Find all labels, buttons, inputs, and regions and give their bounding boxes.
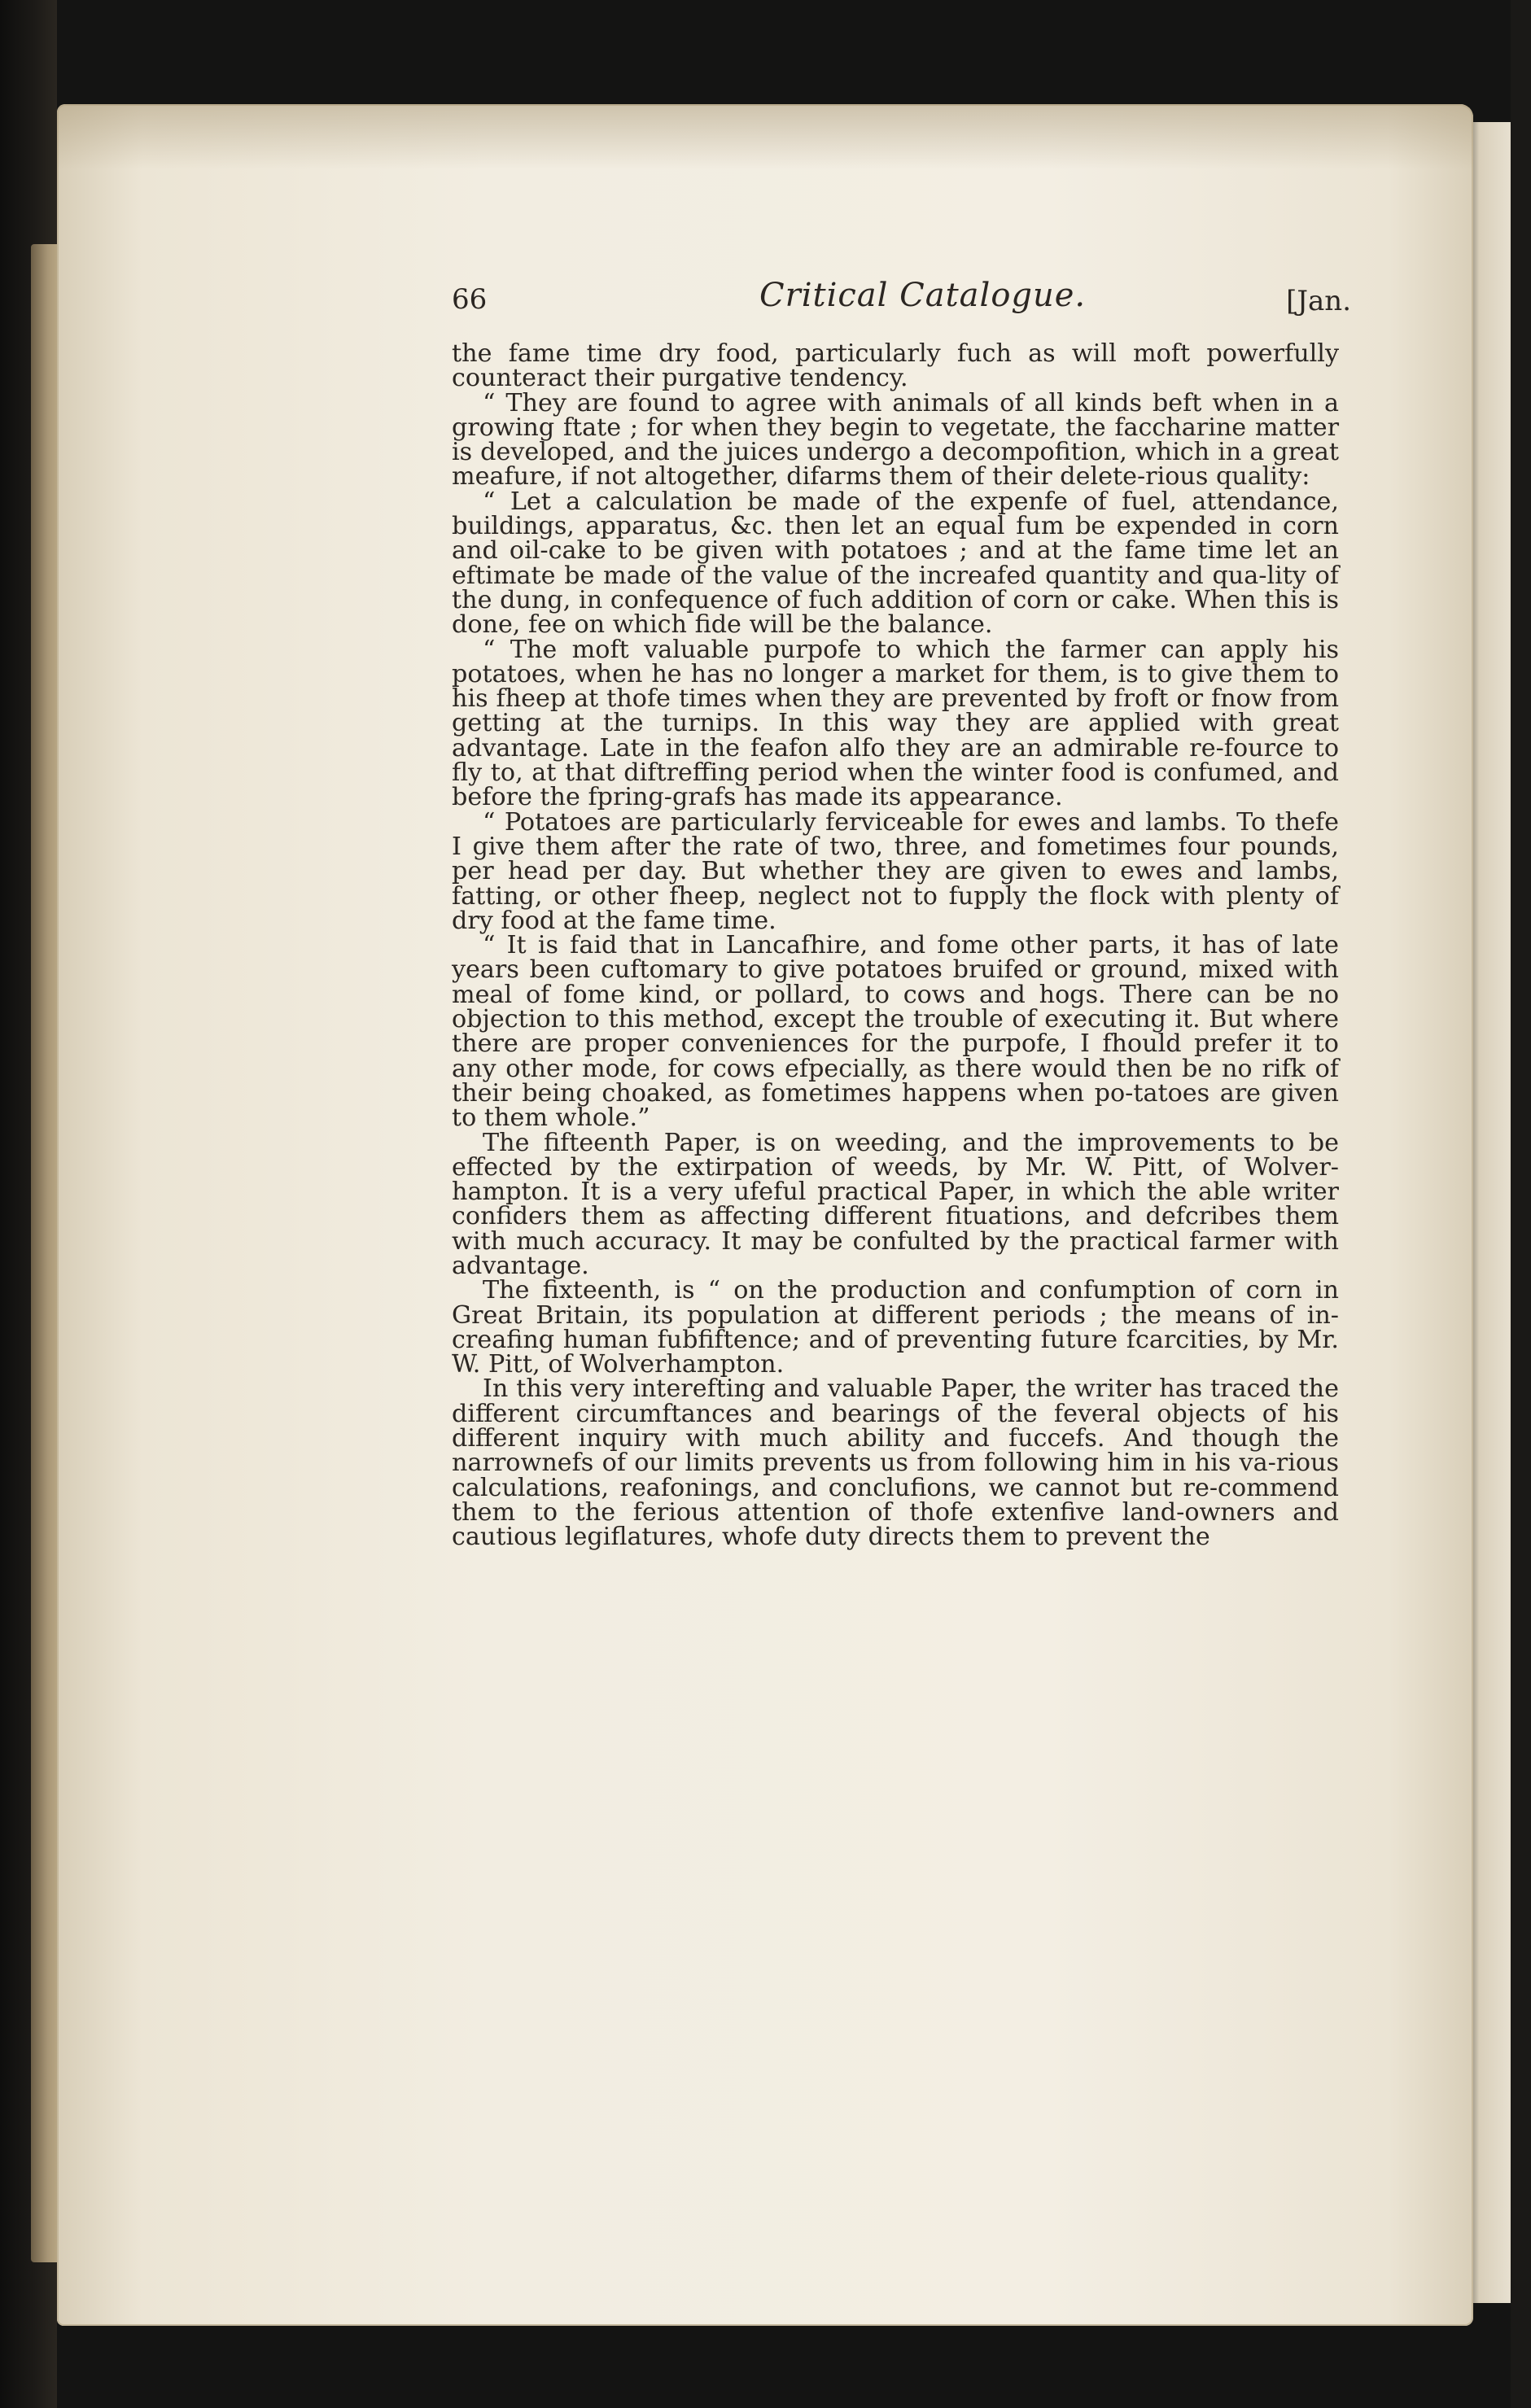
paragraph: In this very interefting and valuable Paper, the writer has traced the different circumftances and bearings of the feveral objects of his different inquiry with much ability and fuccefs. And though the narrownefs of our limits prevents us from following him in his va-rious calculations, reafonings, and conclufions, we cannot but re-commend them to the ferious attention of thofe extenfive land-owners and cautious legiflatures, whofe duty directs them to prevent the bbox=[452, 1374, 1339, 1552]
paragraph: the fame time dry food, particularly fuch as will moft powerfully counteract their purgative tendency. bbox=[452, 339, 1339, 393]
paragraph: The fixteenth, is “ on the production and confumption of corn in Great Britain, its population at different periods ; the means of in-creafing human fubfiftence; and of preventing future fcarcities, by Mr. W. Pitt, of Wolverhampton. bbox=[452, 1276, 1339, 1379]
paragraph: “ Potatoes are particularly ferviceable for ewes and lambs. To thefe I give them after the rate of two, three, and fometimes four pounds, per head per day. But whether they are given to ewes and lambs, fatting, or other fheep, neglect not to fupply the flock with plenty of dry food at the fame time. bbox=[452, 807, 1339, 935]
page-content bbox=[452, 277, 1351, 1552]
page-number: 66 bbox=[452, 283, 488, 316]
paragraph: The fifteenth Paper, is on weeding, and the improvements to be effected by the extirpation of weeds, by Mr. W. Pitt, of Wolver-hampton. It is a very ufeful practical Paper, in which the able writer confiders them as affecting different fituations, and defcribes them with much accuracy. It may be confulted by the practical farmer with advantage. bbox=[452, 1128, 1339, 1280]
paragraph: “ They are found to agree with animals of all kinds beft when in a growing ftate ; for when they begin to vegetate, the faccharine matter is developed, and the juices undergo a decompofition, which in a great meafure, if not altogether, difarms them of their delete-rious quality: bbox=[452, 388, 1339, 492]
right-margin-shadow bbox=[1511, 0, 1531, 2408]
running-title: Critical Catalogue. bbox=[759, 277, 1087, 314]
body-text bbox=[452, 339, 1339, 1552]
running-date: [Jan. bbox=[1286, 285, 1351, 317]
running-head bbox=[452, 277, 1351, 326]
paragraph: “ The moft valuable purpofe to which the farmer can apply his potatoes, when he has no longer a market for them, is to give them to his fheep at thofe times when they are prevented by froft or fnow from getting at the turnips. In this way they are applied with great advantage. Late in the feafon alfo they are an admirable re-fource to fly to, at that diftreffing period when the winter food is confumed, and before the fpring-grafs has made its appearance. bbox=[452, 635, 1339, 812]
paragraph: “ Let a calculation be made of the expenfe of fuel, attendance, buildings, apparatus, &c. then let an equal fum be expended in corn and oil-cake to be given with potatoes ; and at the fame time let an eftimate be made of the value of the increafed quantity and qua-lity of the dung, in confequence of fuch addition of corn or cake. When this is done, fee on which fide will be the balance. bbox=[452, 487, 1339, 640]
page-top-discoloration bbox=[57, 104, 1473, 169]
paragraph: “ It is faid that in Lancafhire, and fome other parts, it has of late years been cuftomary to give potatoes bruifed or ground, mixed with meal of fome kind, or pollard, to cows and hogs. There can be no objection to this method, except the trouble of executing it. But where there are proper conveniences for the purpofe, I fhould prefer it to any other mode, for cows efpecially, as there would then be no rifk of their being choaked, as fometimes happens when po-tatoes are given to them whole.” bbox=[452, 931, 1339, 1133]
